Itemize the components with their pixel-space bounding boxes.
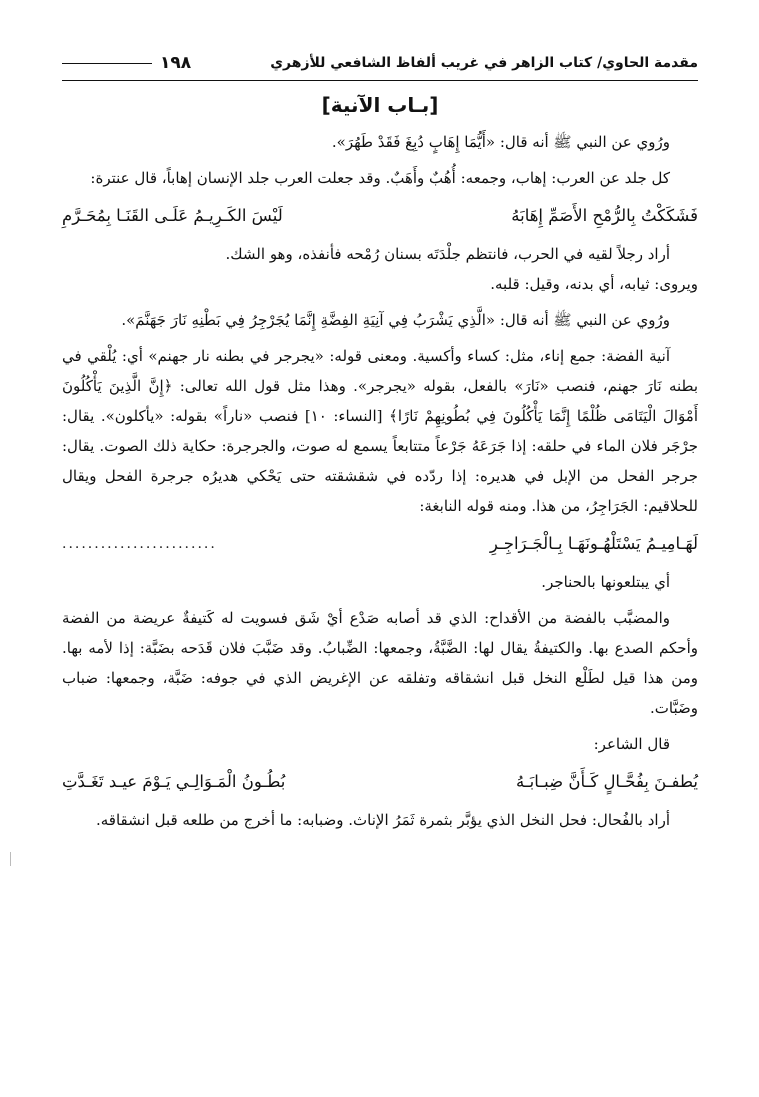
paragraph-fuhhal-explanation: أراد بالفُحال: فحل النخل الذي يؤبَّر بثمرة ثَمَرُ الإناث. وضبابه: ما أخرج من طلعه قبل انشقاقه. xyxy=(95,811,670,829)
paragraph-variant-reading: ويروى: ثيابه، أي بدنه، وقيل: قلبه. xyxy=(490,275,698,293)
verse-nabigha xyxy=(62,527,698,561)
verse-nabigha-second-hemistich: لَهَـامِيـمُ يَسْتَلْهُـونَهَـا بِـالْجَـرَاجِـرِ xyxy=(489,534,698,553)
verse-fuhhal-first-hemistich: يُطفـنَ بِفُحَّـالٍ كَـأَنَّ ضِبـابَـهُ xyxy=(516,772,698,791)
paragraph-aniya-explanation: آنية الفضة: جمع إناء، مثل: كساء وأكسية. ومعنى قوله: «يجرجر في بطنه نار جهنم» أي: يُلْقي في بطنه نَارَ جهنم، فنصب «نَارَ» بالفعل، بقوله «يجرجر». وهذا مثل قول الله تعالى: ﴿إِنَّ الَّذِينَ يَأْكُلُونَ أَمْوَالَ الْيَتَامَى ظُلْمًا إِنَّمَا يَأْكُلُونَ فِي بُطُونِهِمْ نَارًا﴾ [النساء: ١٠] فنصب «ناراً» بقوله: «يأكلون». يقال: جرْجَر فلان الماء في حلقه: إذا جَرَعَهُ جَرْعاً متتابعاً يسمع له صوت، والجرجرة: حكاية ذلك الصوت. يقال: جرجر الفحل من الإبل في هديره: إذا ردّده في شقشقته حتى يَحْكي هديرُه جرجرة الفحل ويقال للحلاقيم: الجَرَاجِرُ، من هذا. ومنه قوله النابغة: xyxy=(62,347,698,515)
page-number xyxy=(62,53,191,73)
chapter-title: [بـاب الآنية] xyxy=(321,93,439,117)
paragraph-ihab: كل جلد عن العرب: إهاب، وجمعه: أُهُبٌ وأَهَبٌ. وقد جعلت العرب جلد الإنسان إهاباً، قال عنترة: xyxy=(90,169,670,187)
verse-antara-first-hemistich: فَشَكَكْتُ بِالرُّمْحِ الأَصَمِّ إِهَابَهُ xyxy=(511,206,698,225)
paragraph-verse-explanation: أراد رجلاً لقيه في الحرب، فانتظم جلْدَتَه بسنان رُمْحه فأنفذه، وهو الشك. xyxy=(225,245,670,263)
page xyxy=(62,50,698,835)
header-rule xyxy=(62,63,152,64)
paragraph-nabigha-explanation: أي يبتلعونها بالحناجر. xyxy=(541,573,670,591)
verse-nabigha-omitted-hemistich: ........................ xyxy=(62,536,217,552)
verse-antara-second-hemistich: لَيْسَ الكَـرِيـمُ عَلَـى القَنَـا بِمُحَـرَّمِ xyxy=(62,206,283,225)
paragraph-hadith-1: ورُوي عن النبي ﷺ أنه قال: «أَيُّمَا إِهَابٍ دُبِغَ فَقَدْ طَهُرَ». xyxy=(331,133,670,151)
margin-mark xyxy=(10,852,11,866)
verse-fuhhal xyxy=(62,765,698,799)
paragraph-hadith-2: ورُوي عن النبي ﷺ أنه قال: «الَّذِي يَشْرَبُ فِي آنِيَةِ الفِضَّةِ إِنَّمَا يُجَرْجِرُ فِي بَطْنِهِ نَارَ جَهَنَّمَ». xyxy=(121,311,670,329)
paragraph-poet-intro: قال الشاعر: xyxy=(593,735,670,753)
verse-fuhhal-second-hemistich: بُطُـونُ الْمَـوَالِـي يَـوْمَ عيـد تَغَـدَّتِ xyxy=(62,772,286,791)
page-header xyxy=(62,50,698,81)
verse-antara xyxy=(62,199,698,233)
running-title: مقدمة الحاوي/ كتاب الزاهر في غريب ألفاظ الشافعي للأزهري xyxy=(270,55,698,71)
paragraph-mudabbab: والمضبَّب بالفضة من الأقداح: الذي قد أصابه صَدْع أيْ شَق فسويت له كَتيفةٌ عريضة من الفضة وأحكم الصدع بها. والكتيفةُ يقال لها: الضَّبَّةُ، وجمعها: الضِّبابُ. وقد ضَبَّبَ فلان قَدَحه بضَبَّة: إذا لأمه بها. ومن هذا قيل لطَلْع النخل قبل انشقاقه وتفلقه عن الإغريض الذي في جوفه: ضَبَّة، وجمعها: ضباب وضَبَّات. xyxy=(62,609,698,717)
page-number-value: ١٩٨ xyxy=(160,53,192,73)
